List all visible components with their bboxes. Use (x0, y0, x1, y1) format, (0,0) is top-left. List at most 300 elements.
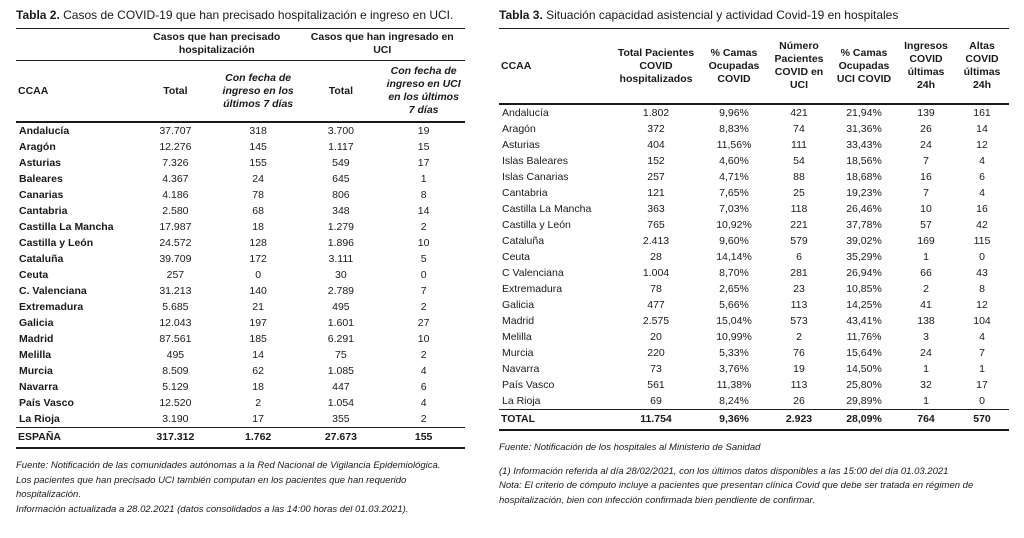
value-cell: 14 (976, 122, 988, 135)
table-row (16, 379, 465, 395)
table-row (499, 217, 1009, 233)
table-row (16, 411, 465, 428)
value-cell: 4 (979, 186, 985, 199)
value-cell: 140 (249, 284, 267, 297)
value-cell: 113 (790, 298, 808, 311)
value-cell: 169 (917, 234, 935, 247)
value-cell: 561 (647, 378, 665, 391)
ccaa-cell: País Vasco (19, 396, 74, 409)
table-row (16, 203, 465, 219)
value-cell: 12 (976, 298, 988, 311)
value-cell: 2 (420, 220, 427, 233)
value-cell: 62 (252, 364, 264, 377)
value-cell: 3 (923, 330, 929, 343)
value-cell: 6.291 (327, 332, 355, 345)
value-cell: 2 (255, 396, 262, 409)
column-header: Total (134, 61, 217, 123)
value-cell: 14,50% (846, 362, 882, 375)
value-cell: 3.700 (327, 124, 355, 137)
value-cell: 1.896 (327, 236, 355, 249)
tabla3-body (499, 104, 1009, 430)
ccaa-cell: Canarias (19, 188, 64, 201)
tabla3-header (499, 29, 1009, 104)
value-cell: 37,78% (846, 218, 882, 231)
value-cell: 0 (979, 394, 985, 407)
value-cell: 10,85% (846, 282, 882, 295)
value-cell: 11,38% (716, 378, 752, 391)
value-cell: 4 (979, 330, 985, 343)
value-cell: 155 (382, 428, 465, 449)
value-cell: 197 (249, 316, 267, 329)
table-row (16, 363, 465, 379)
value-cell: 128 (249, 236, 267, 249)
value-cell: 31,36% (846, 122, 882, 135)
value-cell: 145 (249, 140, 267, 153)
tabla2-panel (16, 8, 465, 517)
value-cell: 16 (920, 170, 932, 183)
ccaa-cell: Galicia (19, 316, 54, 329)
value-cell: 257 (166, 268, 185, 281)
ccaa-cell: Cantabria (19, 204, 68, 217)
table-row (16, 267, 465, 283)
ccaa-cell: La Rioja (502, 394, 541, 407)
value-cell: 495 (166, 348, 185, 361)
value-cell: 645 (332, 172, 350, 185)
value-cell: 4,71% (719, 170, 749, 183)
table-row (16, 251, 465, 267)
ccaa-cell: Baleares (19, 172, 63, 185)
ccaa-cell: Madrid (19, 332, 54, 345)
value-cell: 8.509 (162, 364, 189, 377)
value-cell: 16 (976, 202, 988, 215)
value-cell: 18,56% (846, 154, 882, 167)
value-cell: 2.789 (327, 284, 355, 297)
value-cell: 24 (252, 172, 264, 185)
value-cell: 5,66% (719, 298, 749, 311)
value-cell: 88 (793, 170, 805, 183)
value-cell: 139 (917, 106, 935, 119)
group-header-spacer (16, 29, 134, 61)
value-cell: 3.190 (162, 412, 189, 425)
value-cell: 421 (790, 106, 808, 119)
table-row (499, 233, 1009, 249)
value-cell: 28,09% (831, 410, 897, 431)
value-cell: 4 (979, 154, 985, 167)
value-cell: 10,92% (716, 218, 752, 231)
value-cell: 121 (647, 186, 665, 199)
value-cell: 17 (252, 412, 264, 425)
value-cell: 2 (923, 282, 929, 295)
ccaa-cell: País Vasco (502, 378, 555, 391)
value-cell: 5,33% (719, 346, 749, 359)
ccaa-cell: Ceuta (502, 250, 531, 263)
value-cell: 477 (647, 298, 665, 311)
value-cell: 17 (417, 156, 430, 169)
value-cell: 4 (420, 396, 427, 409)
value-cell: 19 (793, 362, 805, 375)
value-cell: 2 (420, 348, 427, 361)
value-cell: 8,24% (719, 394, 749, 407)
ccaa-cell: Madrid (502, 314, 535, 327)
table-row (16, 299, 465, 315)
value-cell: 161 (973, 106, 991, 119)
value-cell: 20 (650, 330, 662, 343)
total-row (16, 428, 465, 449)
value-cell: 15,04% (716, 314, 752, 327)
value-cell: 19 (417, 124, 430, 137)
tabla2-body (16, 122, 465, 448)
value-cell: 8,83% (719, 122, 749, 135)
table-row (499, 249, 1009, 265)
total-row (499, 410, 1009, 431)
column-header: Altas COVID últimas 24h (955, 29, 1009, 104)
value-cell: 24 (920, 138, 932, 151)
table-row (499, 201, 1009, 217)
table-row (499, 185, 1009, 201)
value-cell: 28 (650, 250, 662, 263)
value-cell: 549 (332, 156, 350, 169)
value-cell: 39,02% (846, 234, 882, 247)
value-cell: 495 (332, 300, 350, 313)
value-cell: 74 (793, 122, 805, 135)
ccaa-cell: Melilla (502, 330, 532, 343)
value-cell: 348 (332, 204, 350, 217)
value-cell: 15,64% (846, 346, 882, 359)
group-header: Casos que han ingresado en UCI (300, 29, 466, 61)
value-cell: 7 (923, 186, 929, 199)
value-cell: 75 (335, 348, 347, 361)
value-cell: 7,65% (719, 186, 749, 199)
value-cell: 42 (976, 218, 988, 231)
value-cell: 14 (417, 204, 430, 217)
column-header-row (499, 29, 1009, 104)
value-cell: 579 (790, 234, 808, 247)
footnote-line: Los pacientes que han precisado UCI también computan en los pacientes que han requerido hospitalización. (16, 474, 407, 500)
value-cell: 4.367 (162, 172, 189, 185)
table-row (499, 377, 1009, 393)
value-cell: 765 (647, 218, 665, 231)
value-cell: 12 (976, 138, 988, 151)
ccaa-cell: Murcia (502, 346, 534, 359)
table-row (499, 329, 1009, 345)
ccaa-cell: Cataluña (502, 234, 545, 247)
value-cell: 0 (255, 268, 262, 281)
tabla2-table (16, 29, 465, 449)
value-cell: 2.580 (162, 204, 189, 217)
tabla3-title-text: Situación capacidad asistencial y actividad Covid-19 en hospitales (542, 8, 899, 22)
ccaa-cell: Cataluña (19, 252, 64, 265)
value-cell: 447 (332, 380, 350, 393)
value-cell: 185 (249, 332, 267, 345)
table-row (16, 219, 465, 235)
value-cell: 26,46% (846, 202, 882, 215)
value-cell: 27.673 (300, 428, 383, 449)
ccaa-cell: Extremadura (502, 282, 563, 295)
table-row (499, 137, 1009, 153)
value-cell: 78 (252, 188, 264, 201)
value-cell: 573 (790, 314, 808, 327)
value-cell: 8,70% (719, 266, 749, 279)
value-cell: 363 (647, 202, 665, 215)
table-row (499, 153, 1009, 169)
value-cell: 1.085 (327, 364, 355, 377)
table-row (16, 171, 465, 187)
table-row (16, 347, 465, 363)
value-cell: 76 (793, 346, 805, 359)
footnote-line: (1) Información referida al día 28/02/2021, con los últimos datos disponibles a las 15:00 del día 01.03.2021 (499, 465, 949, 477)
value-cell: 10 (920, 202, 932, 215)
value-cell: 33,43% (846, 138, 882, 151)
value-cell: 24.572 (159, 236, 192, 249)
value-cell: 113 (790, 378, 808, 391)
value-cell: 221 (790, 218, 808, 231)
ccaa-cell: Andalucía (502, 106, 549, 119)
value-cell: 31.213 (159, 284, 192, 297)
tabla2-title (16, 8, 465, 29)
value-cell: 1 (979, 362, 985, 375)
ccaa-cell: Castilla y León (19, 236, 94, 249)
value-cell: 43,41% (846, 314, 882, 327)
table-row (16, 235, 465, 251)
value-cell: 69 (650, 394, 662, 407)
table-row (499, 121, 1009, 137)
value-cell: 26,94% (846, 266, 882, 279)
ccaa-cell: Navarra (19, 380, 59, 393)
value-cell: 5.129 (162, 380, 189, 393)
footnote-line: Fuente: Notificación de los hospitales al Ministerio de Sanidad (499, 442, 761, 453)
table-row (499, 313, 1009, 329)
value-cell: 3.111 (328, 252, 354, 265)
column-header: Con fecha de ingreso en UCI en los últimos 7 días (382, 61, 465, 123)
tabla3-footnotes (499, 441, 1009, 508)
value-cell: 4.186 (162, 188, 189, 201)
value-cell: 54 (793, 154, 805, 167)
value-cell: 11,76% (846, 330, 882, 343)
table-row (16, 187, 465, 203)
value-cell: 104 (973, 314, 991, 327)
value-cell: 11.754 (611, 410, 701, 431)
value-cell: 14,25% (846, 298, 882, 311)
value-cell: 41 (920, 298, 932, 311)
value-cell: 2.923 (767, 410, 831, 431)
column-header: Total (300, 61, 383, 123)
value-cell: 29,89% (846, 394, 882, 407)
value-cell: 12.276 (159, 140, 192, 153)
value-cell: 1 (923, 394, 929, 407)
value-cell: 11,56% (716, 138, 752, 151)
column-header: % Camas Ocupadas COVID (701, 29, 767, 104)
value-cell: 30 (335, 268, 347, 281)
ccaa-cell: Castilla La Mancha (502, 202, 592, 215)
ccaa-cell: Galicia (502, 298, 535, 311)
value-cell: 1 (923, 362, 929, 375)
value-cell: 26 (920, 122, 932, 135)
value-cell: 12.520 (159, 396, 192, 409)
ccaa-cell: Murcia (19, 364, 53, 377)
value-cell: 43 (976, 266, 988, 279)
footnote-line: Información actualizada a 28.02.2021 (datos consolidados a las 14:00 horas del 01.03.2021). (16, 503, 409, 515)
value-cell: 2 (420, 300, 427, 313)
value-cell: 39.709 (159, 252, 192, 265)
value-cell: 317.312 (134, 428, 217, 449)
ccaa-cell: TOTAL (499, 410, 611, 431)
table-row (499, 297, 1009, 313)
table-row (16, 315, 465, 331)
ccaa-cell: La Rioja (19, 412, 60, 425)
table-row (499, 393, 1009, 410)
table-row (16, 139, 465, 155)
value-cell: 26 (793, 394, 805, 407)
value-cell: 2 (796, 330, 802, 343)
value-cell: 355 (332, 412, 350, 425)
value-cell: 78 (650, 282, 662, 295)
value-cell: 15 (417, 140, 430, 153)
value-cell: 4 (420, 364, 427, 377)
value-cell: 9,36% (701, 410, 767, 431)
value-cell: 806 (332, 188, 350, 201)
value-cell: 10 (417, 332, 430, 345)
tabla2-header (16, 29, 465, 122)
value-cell: 24 (920, 346, 932, 359)
value-cell: 152 (647, 154, 665, 167)
column-header: CCAA (499, 29, 611, 104)
value-cell: 0 (420, 268, 427, 281)
ccaa-cell: Melilla (19, 348, 52, 361)
value-cell: 17.987 (159, 220, 192, 233)
value-cell: 57 (920, 218, 932, 231)
column-header-row (16, 61, 465, 123)
value-cell: 19,23% (846, 186, 882, 199)
ccaa-cell: Aragón (19, 140, 56, 153)
value-cell: 1 (923, 250, 929, 263)
value-cell: 10 (417, 236, 430, 249)
tabla2-title-label: Tabla 2. (16, 8, 60, 22)
value-cell: 0 (979, 250, 985, 263)
value-cell: 6 (796, 250, 802, 263)
value-cell: 2.413 (642, 234, 670, 247)
column-header: Ingresos COVID últimas 24h (897, 29, 955, 104)
column-header: Con fecha de ingreso en los últimos 7 días (217, 61, 300, 123)
value-cell: 87.561 (159, 332, 192, 345)
value-cell: 2 (420, 412, 427, 425)
value-cell: 111 (791, 138, 807, 151)
table-row (16, 283, 465, 299)
column-header: CCAA (16, 61, 134, 123)
value-cell: 1.004 (642, 266, 670, 279)
group-header-row (16, 29, 465, 61)
table-row (499, 281, 1009, 297)
footnote-line: Fuente: Notificación de las comunidades autónomas a la Red Nacional de Vigilancia Epidemiológica. (16, 460, 441, 471)
ccaa-cell: Castilla La Mancha (19, 220, 114, 233)
column-header: Total Pacientes COVID hospitalizados (611, 29, 701, 104)
value-cell: 1.117 (328, 140, 354, 153)
tabla3-title-label: Tabla 3. (499, 8, 543, 22)
value-cell: 115 (973, 234, 991, 247)
value-cell: 21 (252, 300, 264, 313)
ccaa-cell: Castilla y León (502, 218, 571, 231)
tabla2-title-text: Casos de COVID-19 que han precisado hospitalización e ingreso en UCI. (59, 8, 454, 22)
ccaa-cell: Navarra (502, 362, 540, 375)
value-cell: 1.601 (327, 316, 355, 329)
value-cell: 155 (249, 156, 267, 169)
value-cell: 764 (897, 410, 955, 431)
value-cell: 6 (420, 380, 427, 393)
value-cell: 10,99% (716, 330, 752, 343)
value-cell: 21,94% (846, 106, 882, 119)
value-cell: 7 (923, 154, 929, 167)
value-cell: 35,29% (846, 250, 882, 263)
table-row (499, 345, 1009, 361)
value-cell: 17 (976, 378, 988, 391)
value-cell: 18 (252, 380, 264, 393)
value-cell: 4,60% (719, 154, 749, 167)
value-cell: 3,76% (719, 362, 749, 375)
ccaa-cell: Islas Canarias (502, 170, 569, 183)
value-cell: 23 (793, 282, 805, 295)
value-cell: 1.279 (327, 220, 355, 233)
value-cell: 18,68% (846, 170, 882, 183)
tabla3-panel (499, 8, 1009, 517)
tabla2-footnotes (16, 459, 465, 517)
value-cell: 6 (979, 170, 985, 183)
table-row (499, 169, 1009, 185)
value-cell: 281 (790, 266, 808, 279)
value-cell: 172 (249, 252, 267, 265)
value-cell: 318 (249, 124, 267, 137)
tabla3-title (499, 8, 1009, 29)
ccaa-cell: Aragón (502, 122, 536, 135)
ccaa-cell: Ceuta (19, 268, 49, 281)
value-cell: 5.685 (162, 300, 189, 313)
ccaa-cell: C. Valenciana (19, 284, 87, 297)
value-cell: 14,14% (716, 250, 752, 263)
value-cell: 7,03% (719, 202, 749, 215)
value-cell: 18 (252, 220, 264, 233)
ccaa-cell: Cantabria (502, 186, 548, 199)
value-cell: 1.802 (642, 106, 670, 119)
value-cell: 8 (979, 282, 985, 295)
value-cell: 372 (647, 122, 665, 135)
value-cell: 8 (420, 188, 427, 201)
value-cell: 1.054 (327, 396, 355, 409)
value-cell: 9,96% (719, 106, 749, 119)
value-cell: 118 (790, 202, 808, 215)
value-cell: 73 (650, 362, 662, 375)
group-header: Casos que han precisado hospitalización (134, 29, 300, 61)
value-cell: 14 (252, 348, 264, 361)
value-cell: 12.043 (159, 316, 192, 329)
table-row (499, 265, 1009, 281)
table-row (16, 395, 465, 411)
value-cell: 7 (420, 284, 427, 297)
table-row (499, 104, 1009, 121)
footnote-spacer (499, 456, 1009, 465)
column-header: Número Pacientes COVID en UCI (767, 29, 831, 104)
value-cell: 9,60% (719, 234, 749, 247)
ccaa-cell: ESPAÑA (16, 428, 134, 449)
value-cell: 220 (647, 346, 665, 359)
table-row (499, 361, 1009, 377)
ccaa-cell: Andalucía (19, 124, 70, 137)
value-cell: 25 (793, 186, 805, 199)
value-cell: 2,65% (719, 282, 749, 295)
footnote-line: Nota: El criterio de cómputo incluye a pacientes que presentan clínica Covid que debe ser tratada en régimen de hospitalización, bien con infección confirmada bien pendiente de confirmar. (499, 480, 974, 506)
value-cell: 5 (420, 252, 427, 265)
value-cell: 257 (647, 170, 665, 183)
value-cell: 25,80% (846, 378, 882, 391)
ccaa-cell: Asturias (502, 138, 540, 151)
ccaa-cell: Extremadura (19, 300, 84, 313)
